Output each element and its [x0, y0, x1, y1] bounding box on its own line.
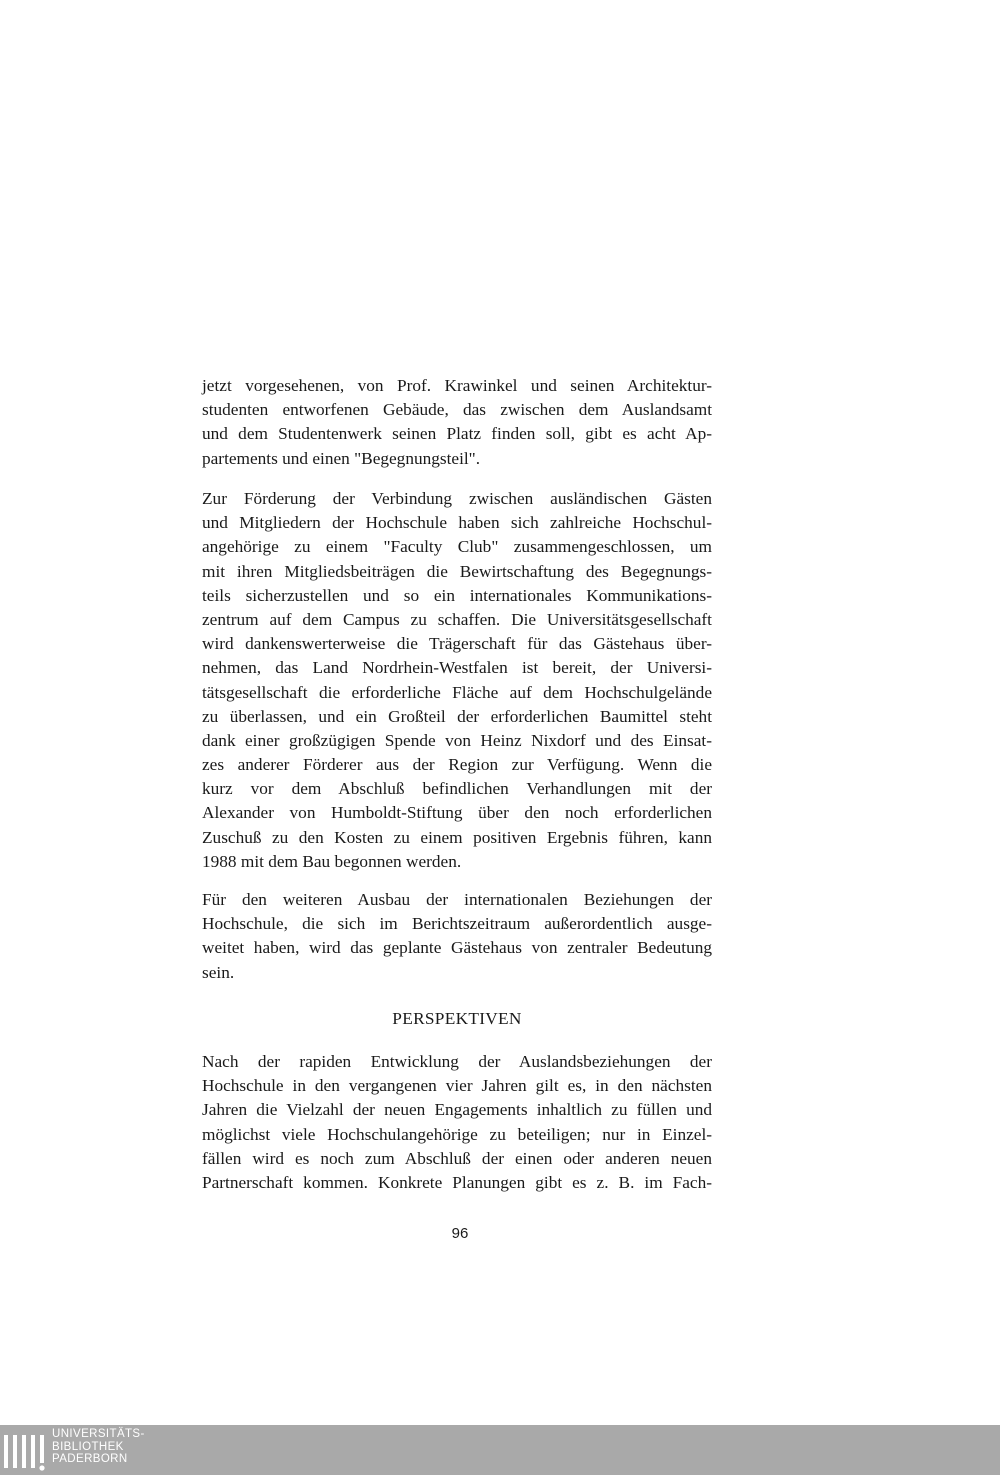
- text-line: Alexander von Humboldt-Stiftung über den noch erforderlichen: [202, 803, 712, 823]
- text-line: und dem Studentenwerk seinen Platz finden soll, gibt es acht Ap-: [202, 424, 712, 444]
- section-heading: PERSPEKTIVEN: [392, 1009, 522, 1028]
- logo-line: UNIVERSITÄTS-: [52, 1428, 145, 1440]
- library-logo-text: [52, 1428, 145, 1466]
- text-line: Partnerschaft kommen. Konkrete Planungen gibt es z. B. im Fach-: [202, 1172, 712, 1192]
- text-line: Hochschule in den vergangenen vier Jahren gilt es, in den nächsten: [202, 1076, 712, 1096]
- text-line: angehörige zu einem "Faculty Club" zusammengeschlossen, um: [202, 537, 712, 557]
- paragraph-internationale-beziehungen: [202, 888, 712, 985]
- paragraph-gaestehaus-plan: [202, 374, 712, 471]
- logo-line: PADERBORN: [52, 1453, 128, 1466]
- text-line: wird dankenswerterweise die Trägerschaft für das Gästehaus über-: [202, 634, 712, 654]
- text-line: mit ihren Mitgliedsbeiträgen die Bewirtschaftung des Begegnungs-: [202, 561, 712, 581]
- page-number: 96: [451, 1225, 469, 1242]
- text-line: Zuschuß zu den Kosten zu einem positiven Ergebnis führen, kann: [202, 827, 712, 847]
- paragraph-faculty-club: [202, 487, 712, 874]
- text-line: Jahren die Vielzahl der neuen Engagements inhaltlich zu füllen und: [202, 1100, 712, 1120]
- text-line: weitet haben, wird das geplante Gästehaus von zentraler Bedeutung: [202, 938, 712, 958]
- text-line: und Mitgliedern der Hochschule haben sich zahlreiche Hochschul-: [202, 513, 712, 533]
- text-line: kurz vor dem Abschluß befindlichen Verhandlungen mit der: [202, 779, 712, 799]
- text-line: zentrum auf dem Campus zu schaffen. Die Universitätsgesellschaft: [202, 609, 712, 629]
- logo-line: BIBLIOTHEK: [52, 1440, 124, 1453]
- text-line: tätsgesellschaft die erforderliche Fläche auf dem Hochschulgelände: [202, 682, 712, 702]
- text-line: partements und einen "Begegnungsteil".: [202, 448, 481, 468]
- library-footer-bar: [0, 1425, 1000, 1475]
- text-line: studenten entworfenen Gebäude, das zwischen dem Auslandsamt: [202, 400, 712, 420]
- text-line: Hochschule, die sich im Berichtszeitraum außerordentlich ausge-: [202, 914, 712, 934]
- text-line: Nach der rapiden Entwicklung der Auslandsbeziehungen der: [202, 1052, 712, 1071]
- text-line: fällen wird es noch zum Abschluß der einen oder anderen neuen: [202, 1148, 712, 1168]
- text-line: 1988 mit dem Bau begonnen werden.: [202, 851, 462, 871]
- text-line: teils sicherzustellen und so ein internationales Kommunikations-: [202, 585, 712, 605]
- text-line: Zur Förderung der Verbindung zwischen ausländischen Gästen: [202, 489, 712, 508]
- library-logo-icon: [2, 1429, 48, 1473]
- text-line: sein.: [202, 962, 235, 982]
- paragraph-perspektiven: [202, 1050, 712, 1195]
- text-line: zes anderer Förderer aus der Region zur Verfügung. Wenn die: [202, 755, 712, 775]
- text-line: möglichst viele Hochschulangehörige zu beteiligen; nur in Einzel-: [202, 1124, 712, 1144]
- text-line: nehmen, das Land Nordrhein-Westfalen ist bereit, der Universi-: [202, 658, 712, 678]
- text-line: zu überlassen, und ein Großteil der erforderlichen Baumittel steht: [202, 706, 712, 726]
- text-line: jetzt vorgesehenen, von Prof. Krawinkel und seinen Architektur-: [202, 376, 712, 395]
- text-line: Für den weiteren Ausbau der internationalen Beziehungen der: [202, 890, 712, 909]
- text-line: dank einer großzügigen Spende von Heinz Nixdorf und des Einsat-: [202, 730, 712, 750]
